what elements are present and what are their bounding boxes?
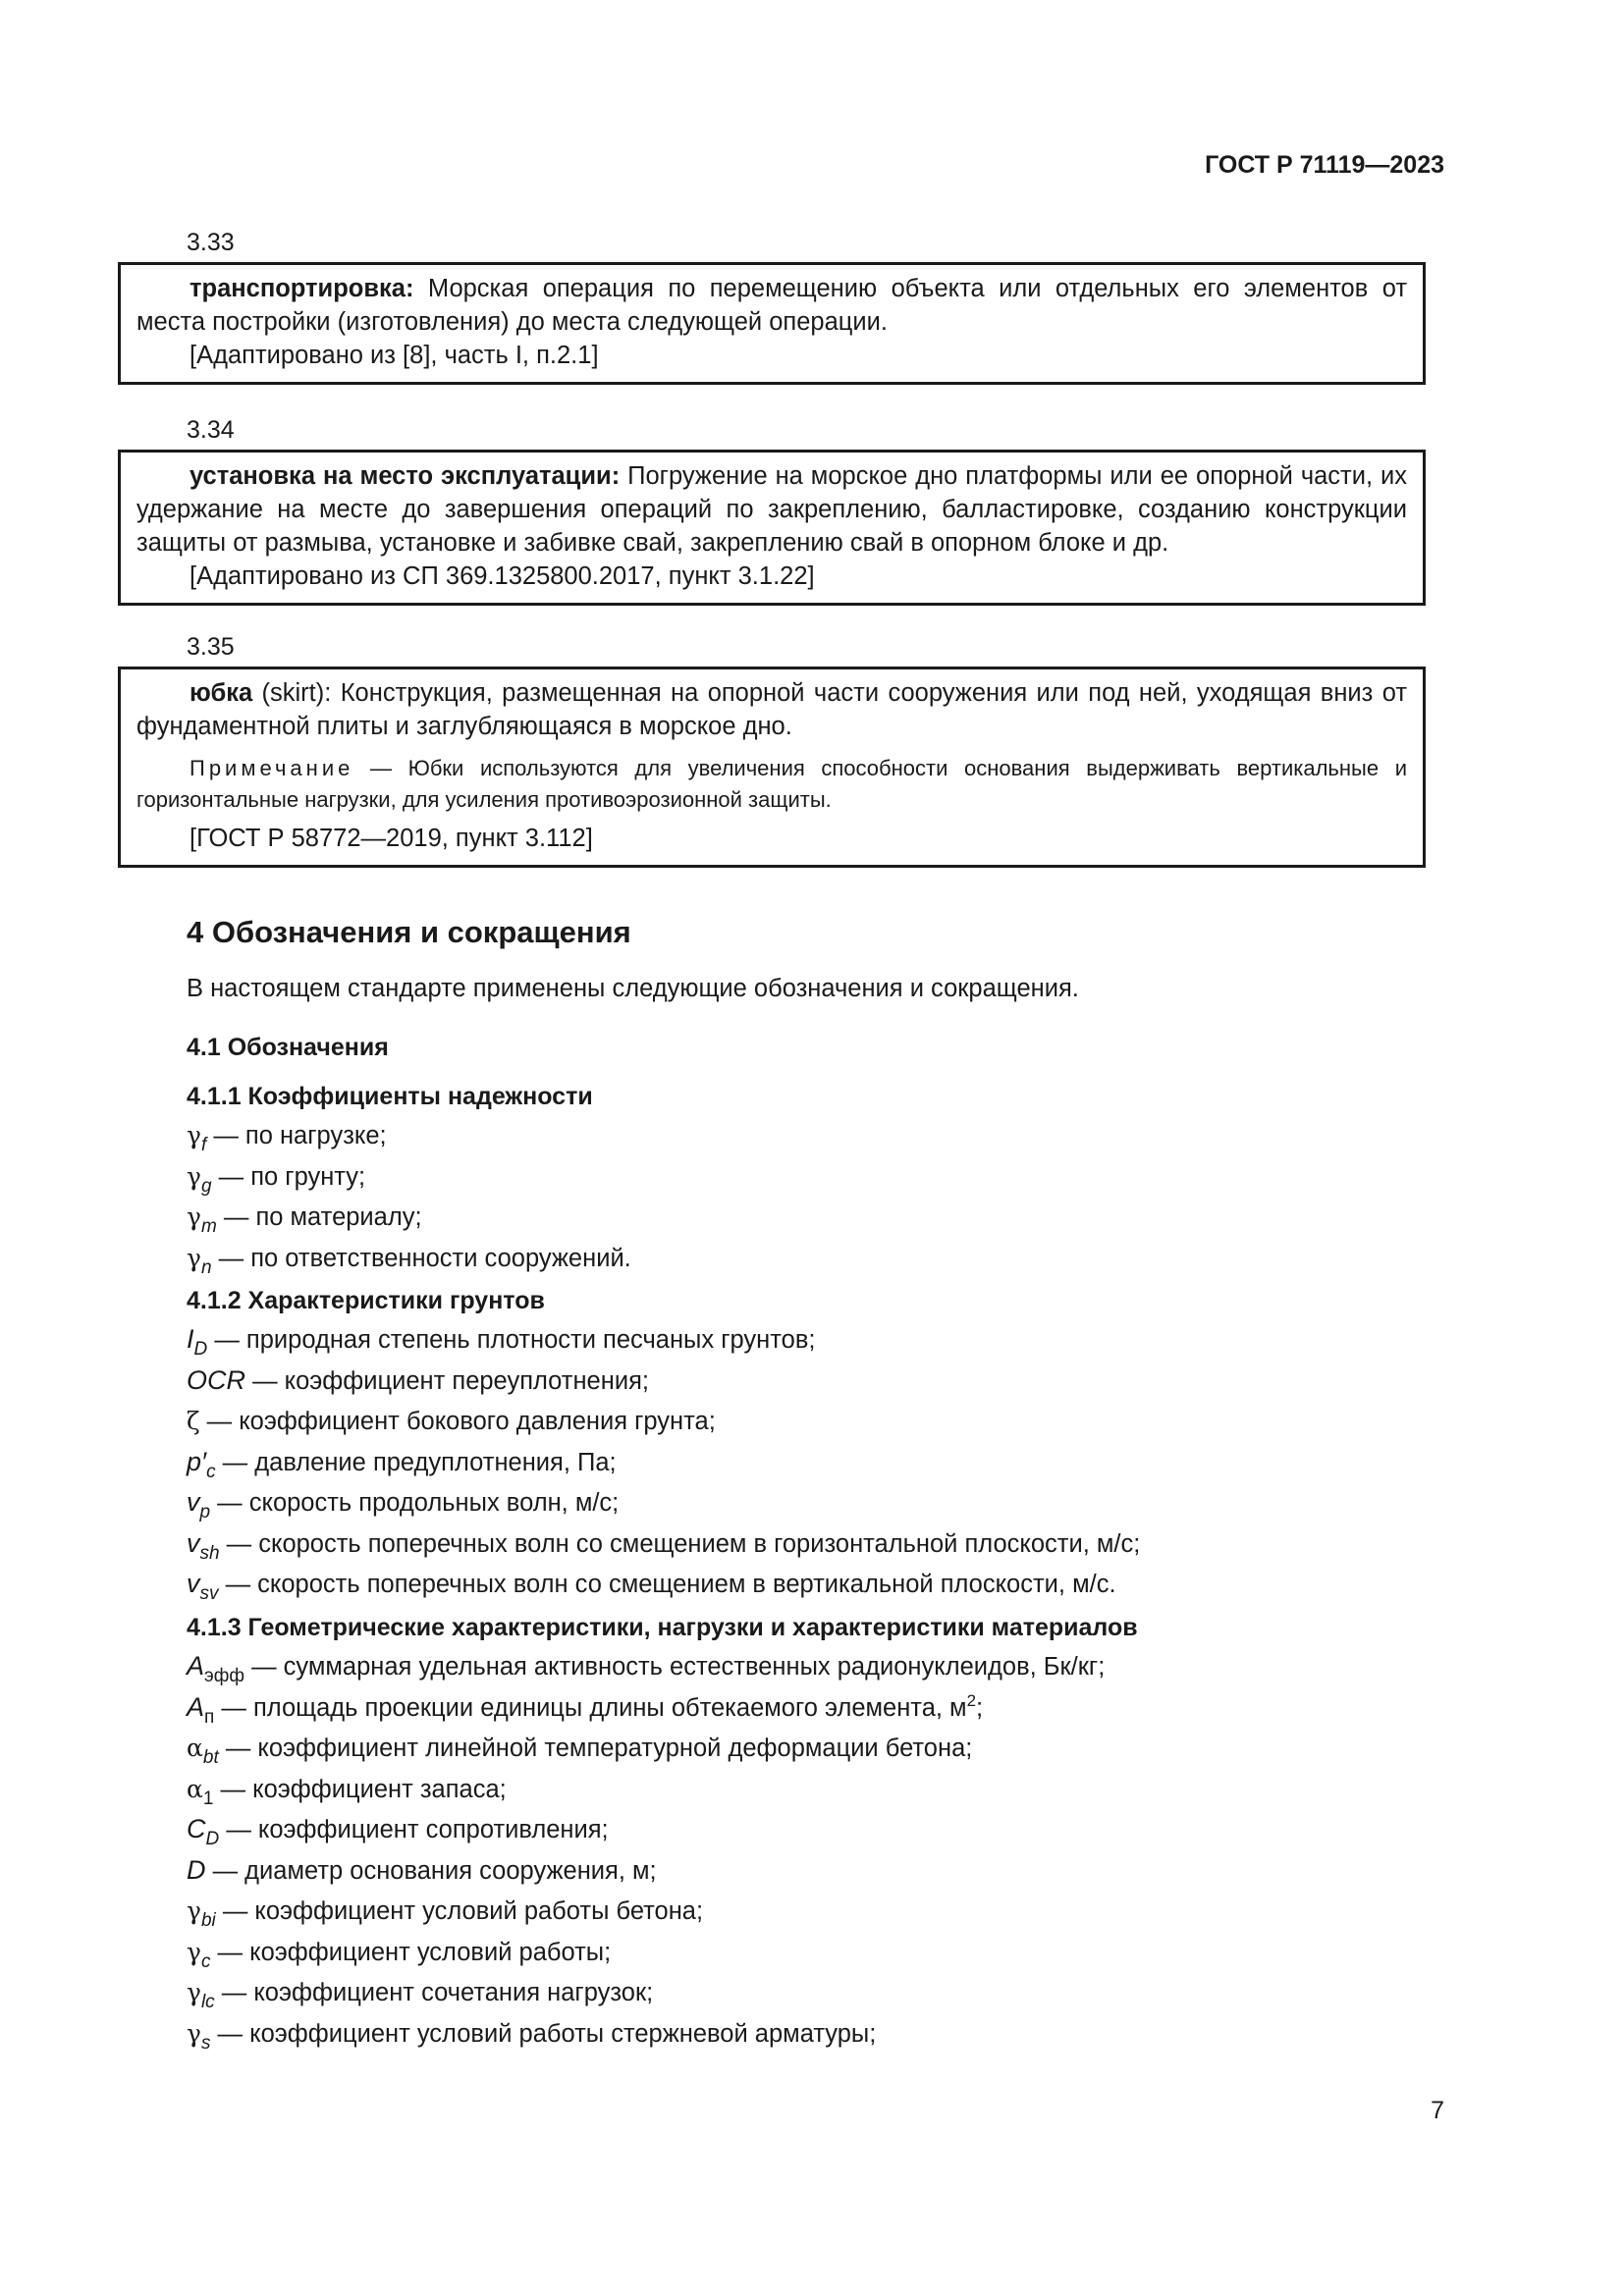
symbol-subscript: f [200, 1135, 207, 1155]
term-definition-box [118, 450, 1426, 606]
symbol: v [187, 1527, 200, 1558]
symbol-subscript: c [200, 1950, 211, 1972]
symbol-description: — диаметр основания сооружения, м; [205, 1856, 657, 1885]
term-definition [136, 272, 1407, 339]
page-number: 7 [1431, 2097, 1444, 2124]
symbol-item [187, 2013, 1404, 2055]
note-text: — Юбки используются для увеличения способности основания выдерживать вертикальные и горизонтальные нагрузки, для усиления противоэрозионной защиты. [136, 756, 1407, 812]
symbol-item [187, 1728, 1404, 1769]
term-note [136, 753, 1407, 816]
symbol-subscript: c [206, 1461, 216, 1482]
symbol: α [187, 1774, 203, 1803]
symbol-item [187, 1809, 1404, 1850]
symbol-subscript: lc [200, 1992, 215, 2012]
symbol: γ [187, 1937, 201, 1966]
symbol-description: — коэффициент условий работы; [210, 1938, 612, 1966]
symbol-item [187, 1238, 1404, 1279]
section-intro: В настоящем стандарте применены следующие обозначения и сокращения. [187, 975, 1079, 1002]
symbol-description: — скорость продольных волн, м/с; [210, 1489, 620, 1517]
symbol-superscript: 2 [966, 1690, 977, 1710]
term-number: 3.34 [187, 416, 235, 444]
term-source: [Адаптировано из СП 369.1325800.2017, пункт 3.1.22] [189, 562, 815, 590]
symbol-subscript: sh [199, 1542, 220, 1564]
symbol-item [187, 1401, 1404, 1442]
symbol-description: — коэффициент переуплотнения; [245, 1366, 649, 1395]
symbol-item [187, 1850, 1404, 1892]
symbol: D [187, 1854, 206, 1885]
symbol-item [187, 1891, 1404, 1932]
symbol: γ [187, 1243, 201, 1272]
symbol: p′ [187, 1446, 207, 1476]
note-label: Примечание [189, 756, 354, 780]
symbol-description-tail: ; [976, 1693, 984, 1722]
symbol: C [187, 1814, 206, 1843]
symbol-subscript: bt [202, 1747, 219, 1768]
term-name: транспортировка: [189, 275, 414, 302]
symbol-subscript: s [200, 2032, 211, 2054]
symbol-subscript: п [204, 1706, 215, 1728]
definition-text: : Конструкция, размещенная на опорной части сооружения или под ней, уходящая вниз от фундаментной плиты и заглубляющаяся в морское дно. [136, 679, 1408, 740]
term-number: 3.35 [187, 633, 235, 661]
subsection-heading: 4.1 Обозначения [187, 1034, 389, 1061]
symbol-item [187, 1482, 1404, 1523]
definition-text: Погружение на морское дно платформы или ее опорной части, их удержание на месте до завершения операций по закреплению, балластировке, созданию конструкции защиты от размыва, установке и забивке свай, закреплению свай в опорном блоке и др. [136, 462, 1408, 557]
symbol-item [187, 1646, 1404, 1687]
symbol: A [187, 1691, 205, 1722]
symbol-subscript: bi [200, 1910, 216, 1931]
symbol-description: — природная степень плотности песчаных грунтов; [207, 1326, 816, 1354]
symbol-description: — по грунту; [211, 1162, 366, 1191]
symbol-description: — по ответственности сооружений. [211, 1244, 631, 1272]
symbol-item [187, 1932, 1404, 1973]
symbol-description: — коэффициент сочетания нагрузок; [214, 1979, 654, 2006]
symbol-subscript: n [200, 1256, 212, 1278]
term-source: [ГОСТ Р 58772—2019, пункт 3.112] [189, 825, 593, 852]
symbol-subscript: D [205, 1829, 220, 1849]
symbol-subscript: sv [199, 1583, 219, 1604]
symbol: v [187, 1487, 200, 1517]
symbol-subscript: p [199, 1502, 211, 1522]
group-heading: 4.1.1 Коэффициенты надежности [187, 1083, 593, 1110]
term-definition-box [118, 667, 1426, 868]
symbol-item [187, 1361, 1404, 1402]
symbol: I [187, 1324, 194, 1354]
group-heading: 4.1.3 Геометрические характеристики, нагрузки и характеристики материалов [187, 1614, 1138, 1641]
term-english: (skirt) [252, 679, 325, 707]
symbol-item [187, 1156, 1404, 1198]
term-definition-box [118, 262, 1426, 385]
term-definition [136, 676, 1407, 743]
symbol-subscript: D [193, 1339, 208, 1360]
symbol: ζ [187, 1407, 200, 1435]
symbol-item [187, 1769, 1404, 1810]
symbol: γ [187, 2018, 201, 2048]
term-number: 3.33 [187, 229, 235, 256]
document-code: ГОСТ Р 71119—2023 [1205, 151, 1444, 179]
symbol: γ [187, 1202, 201, 1231]
group-heading: 4.1.2 Характеристики грунтов [187, 1287, 545, 1314]
symbol: v [187, 1569, 200, 1598]
term-name: юбка [189, 679, 253, 707]
symbol-description: — коэффициент запаса; [213, 1775, 507, 1803]
symbol-description: — по материалу; [216, 1203, 422, 1231]
symbol-description: — коэффициент бокового давления грунта; [199, 1408, 716, 1435]
symbol-subscript: g [200, 1175, 212, 1197]
symbol-description: — по нагрузке; [206, 1122, 387, 1149]
symbol-description: — давление предуплотнения, Па; [215, 1448, 617, 1476]
section-heading: 4 Обозначения и сокращения [187, 915, 631, 949]
symbol: A [187, 1651, 205, 1681]
symbol-item [187, 1687, 1404, 1729]
symbol-description: — скорость поперечных волн со смещением в вертикальной плоскости, м/с. [218, 1571, 1116, 1598]
symbol-description: — коэффициент условий работы бетона; [215, 1897, 704, 1925]
term-name: установка на место эксплуатации: [189, 462, 621, 490]
symbol-subscript: m [200, 1216, 217, 1237]
symbol-item [187, 1197, 1404, 1238]
symbol-list [187, 1115, 1404, 1278]
symbol-description: — скорость поперечных волн со смещением в горизонтальной плоскости, м/с; [219, 1529, 1141, 1558]
symbol-description: — суммарная удельная активность естественных радионуклеидов, Бк/кг; [244, 1653, 1106, 1681]
definition-text: Морская операция по перемещению объекта или отдельных его элементов от места постройки (изготовления) до места следующей операции. [136, 275, 1407, 336]
symbol-item [187, 1523, 1404, 1565]
symbol-description: — коэффициент линейной температурной деформации бетона; [218, 1735, 973, 1762]
symbol-item [187, 1319, 1404, 1361]
symbol-item [187, 1442, 1404, 1483]
symbol-subscript: 1 [202, 1788, 214, 1809]
symbol: γ [187, 1978, 201, 2006]
symbol-subscript: эфф [204, 1666, 244, 1686]
symbol-description: — площадь проекции единицы длины обтекаемого элемента, м [214, 1693, 967, 1722]
symbol: γ [187, 1161, 201, 1191]
symbol: γ [187, 1121, 201, 1149]
term-source: [Адаптировано из [8], часть I, п.2.1] [189, 342, 599, 369]
symbol-item [187, 1115, 1404, 1156]
symbol-list [187, 1319, 1404, 1605]
term-definition [136, 459, 1407, 560]
symbol-item [187, 1564, 1404, 1605]
symbol-description: — коэффициент сопротивления; [219, 1816, 609, 1843]
symbol: OCR [187, 1364, 245, 1395]
symbol-description: — коэффициент условий работы стержневой арматуры; [210, 2019, 877, 2048]
symbol-item [187, 1972, 1404, 2013]
symbol-list [187, 1646, 1404, 2054]
symbol: α [187, 1734, 203, 1762]
symbol: γ [187, 1896, 201, 1925]
